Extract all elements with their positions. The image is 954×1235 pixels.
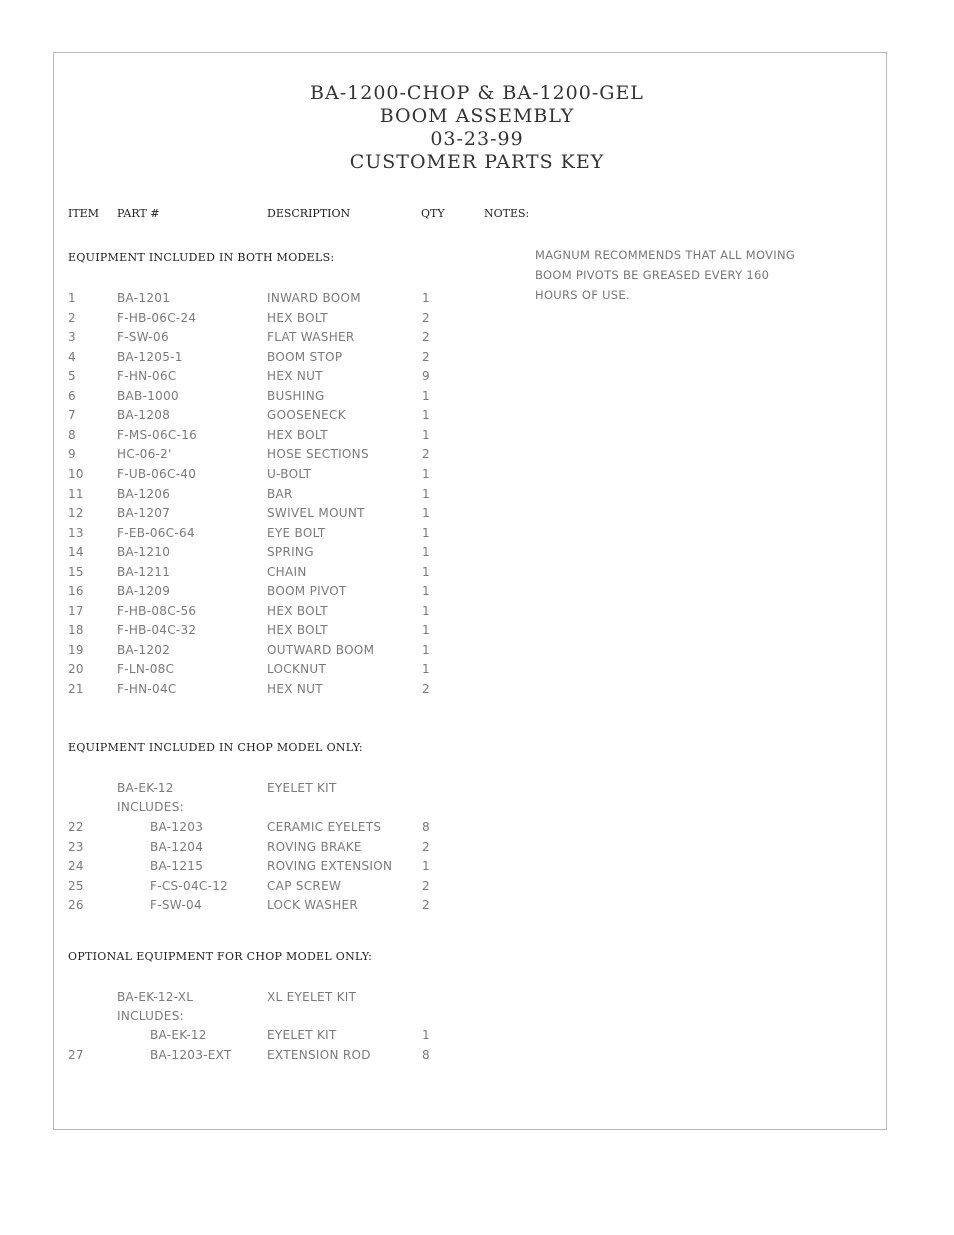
document-title <box>0 82 954 174</box>
table-row <box>0 446 954 466</box>
part-description: GOOSENECK <box>267 408 346 423</box>
part-description: HEX NUT <box>267 682 323 696</box>
part-quantity: 1 <box>422 291 430 305</box>
part-description: U-BOLT <box>267 466 312 481</box>
item-number: 5 <box>68 369 76 384</box>
part-number: F-EB-06C-64 <box>117 525 195 540</box>
optional-kit-includes: INCLUDES: <box>117 1009 184 1023</box>
part-description: INWARD BOOM <box>267 291 361 305</box>
item-number: 6 <box>68 388 76 403</box>
table-row <box>0 878 954 898</box>
item-number: 24 <box>68 859 84 873</box>
table-row <box>0 427 954 447</box>
table-row <box>0 1047 954 1067</box>
item-number: 9 <box>68 447 76 462</box>
part-number: F-HB-06C-24 <box>117 310 197 325</box>
part-number: BA-1208 <box>117 408 171 423</box>
item-number: 11 <box>68 486 84 501</box>
part-number: BA-1203-EXT <box>150 1047 232 1062</box>
part-description: BOOM PIVOT <box>267 584 347 599</box>
item-number: 2 <box>68 310 76 325</box>
part-number: F-HB-04C-32 <box>117 623 197 638</box>
part-quantity: 1 <box>422 642 430 657</box>
optional-kit-desc: XL EYELET KIT <box>267 990 357 1004</box>
table-row <box>0 661 954 681</box>
item-number: 7 <box>68 408 76 423</box>
optional-kit-part: BA-EK-12-XL <box>117 990 194 1004</box>
part-number: BA-1202 <box>117 642 171 657</box>
part-description: CAP SCREW <box>267 878 342 893</box>
part-description: ROVING EXTENSION <box>267 859 393 873</box>
part-description: BAR <box>267 486 293 501</box>
part-description: HEX BOLT <box>267 427 328 442</box>
part-description: BUSHING <box>267 388 325 403</box>
part-quantity: 1 <box>422 486 430 501</box>
chop-kit-part: BA-EK-12 <box>117 781 174 795</box>
chop-kit-includes: INCLUDES: <box>117 800 184 814</box>
item-number: 22 <box>68 820 84 834</box>
table-row <box>0 1027 954 1047</box>
table-row <box>0 368 954 388</box>
item-number: 23 <box>68 839 84 854</box>
part-number: BA-1209 <box>117 584 171 599</box>
table-row <box>0 858 954 878</box>
part-number: BA-1207 <box>117 506 171 521</box>
part-number: F-HN-06C <box>117 369 177 384</box>
part-description: FLAT WASHER <box>267 330 355 345</box>
table-row <box>0 603 954 623</box>
part-quantity: 2 <box>422 330 430 345</box>
notes-line-2: BOOM PIVOTS BE GREASED EVERY 160 <box>535 268 770 282</box>
part-description: CERAMIC EYELETS <box>267 820 382 834</box>
part-description: CHAIN <box>267 564 307 579</box>
part-description: HEX BOLT <box>267 310 328 325</box>
part-quantity: 9 <box>422 369 430 384</box>
item-number: 1 <box>68 291 76 305</box>
title-line-4: CUSTOMER PARTS KEY <box>349 151 605 173</box>
table-row <box>0 329 954 349</box>
optional-kit-includes-row <box>0 1008 954 1028</box>
part-quantity: 1 <box>422 427 430 442</box>
item-number: 15 <box>68 564 84 579</box>
part-quantity: 2 <box>422 898 430 912</box>
table-row <box>0 505 954 525</box>
table-row <box>0 525 954 545</box>
part-quantity: 1 <box>422 1028 430 1042</box>
item-number: 21 <box>68 682 84 696</box>
notes-line-1: MAGNUM RECOMMENDS THAT ALL MOVING <box>535 248 796 262</box>
table-row <box>0 310 954 330</box>
item-number: 19 <box>68 642 84 657</box>
part-number: F-HN-04C <box>117 682 177 696</box>
table-row <box>0 897 954 917</box>
item-number: 13 <box>68 525 84 540</box>
optional-kit-row <box>0 989 954 1009</box>
table-row <box>0 544 954 564</box>
table-row <box>0 407 954 427</box>
item-number: 16 <box>68 584 84 599</box>
part-quantity: 8 <box>422 820 430 834</box>
part-description: HEX NUT <box>267 369 323 384</box>
section-both-models: EQUIPMENT INCLUDED IN BOTH MODELS: <box>68 251 335 264</box>
part-quantity: 1 <box>422 388 430 403</box>
part-number: BA-1205-1 <box>117 349 183 364</box>
chop-kit-includes-row <box>0 799 954 819</box>
part-description: LOCK WASHER <box>267 898 359 912</box>
part-description: EYE BOLT <box>267 525 326 540</box>
notes-line-3: HOURS OF USE. <box>535 288 630 302</box>
table-row <box>0 290 954 310</box>
item-number: 18 <box>68 623 84 638</box>
part-number: HC-06-2' <box>117 447 172 462</box>
part-quantity: 2 <box>422 310 430 325</box>
part-description: BOOM STOP <box>267 349 343 364</box>
part-quantity: 1 <box>422 506 430 521</box>
table-row <box>0 819 954 839</box>
title-line-2: BOOM ASSEMBLY <box>379 105 575 127</box>
part-number: F-LN-08C <box>117 662 175 677</box>
part-number: F-SW-06 <box>117 330 169 345</box>
part-number: F-HB-08C-56 <box>117 603 197 618</box>
table-row <box>0 486 954 506</box>
part-description: SWIVEL MOUNT <box>267 506 365 521</box>
part-number: F-UB-06C-40 <box>117 466 197 481</box>
item-number: 27 <box>68 1047 84 1062</box>
header-part: PART # <box>117 207 160 220</box>
part-description: EYELET KIT <box>267 1028 337 1042</box>
part-quantity: 1 <box>422 408 430 423</box>
item-number: 26 <box>68 898 84 912</box>
part-quantity: 1 <box>422 662 430 677</box>
table-row <box>0 642 954 662</box>
chop-kit-row <box>0 780 954 800</box>
part-quantity: 1 <box>422 564 430 579</box>
part-description: ROVING BRAKE <box>267 839 362 854</box>
part-quantity: 1 <box>422 859 430 873</box>
part-quantity: 1 <box>422 545 430 560</box>
part-number: BAB-1000 <box>117 388 179 403</box>
part-quantity: 1 <box>422 603 430 618</box>
part-quantity: 2 <box>422 447 430 462</box>
part-quantity: 1 <box>422 623 430 638</box>
part-description: EXTENSION ROD <box>267 1047 371 1062</box>
part-number: F-MS-06C-16 <box>117 427 198 442</box>
item-number: 4 <box>68 349 76 364</box>
part-quantity: 8 <box>422 1047 430 1062</box>
part-description: SPRING <box>267 545 314 560</box>
item-number: 8 <box>68 427 76 442</box>
item-number: 25 <box>68 878 84 893</box>
table-row <box>0 388 954 408</box>
part-number: BA-EK-12 <box>150 1028 207 1042</box>
part-description: HEX BOLT <box>267 623 328 638</box>
table-row <box>0 583 954 603</box>
section-optional: OPTIONAL EQUIPMENT FOR CHOP MODEL ONLY: <box>68 950 373 963</box>
part-number: BA-1215 <box>150 859 204 873</box>
item-number: 12 <box>68 506 84 521</box>
table-row <box>0 681 954 701</box>
part-quantity: 1 <box>422 525 430 540</box>
table-row <box>0 622 954 642</box>
part-number: BA-1206 <box>117 486 171 501</box>
part-quantity: 2 <box>422 878 430 893</box>
section-chop-model: EQUIPMENT INCLUDED IN CHOP MODEL ONLY: <box>68 741 363 754</box>
part-number: F-CS-04C-12 <box>150 878 229 893</box>
title-line-3: 03-23-99 <box>430 128 524 150</box>
table-row <box>0 349 954 369</box>
part-description: HOSE SECTIONS <box>267 447 369 462</box>
header-notes: NOTES: <box>484 207 530 220</box>
part-number: BA-1204 <box>150 839 204 854</box>
table-row <box>0 466 954 486</box>
part-quantity: 1 <box>422 584 430 599</box>
item-number: 10 <box>68 466 84 481</box>
chop-kit-desc: EYELET KIT <box>267 781 337 795</box>
part-number: BA-1210 <box>117 545 171 560</box>
part-quantity: 1 <box>422 466 430 481</box>
header-qty: QTY <box>421 207 445 220</box>
table-row <box>0 564 954 584</box>
part-quantity: 2 <box>422 839 430 854</box>
part-description: OUTWARD BOOM <box>267 642 375 657</box>
title-line-1: BA-1200-CHOP & BA-1200-GEL <box>310 82 644 104</box>
item-number: 3 <box>68 330 76 345</box>
header-description: DESCRIPTION <box>267 207 351 220</box>
item-number: 14 <box>68 545 84 560</box>
part-description: HEX BOLT <box>267 603 328 618</box>
item-number: 17 <box>68 603 84 618</box>
part-quantity: 2 <box>422 682 430 696</box>
part-description: LOCKNUT <box>267 662 327 677</box>
part-number: BA-1211 <box>117 564 171 579</box>
part-number: BA-1203 <box>150 820 204 834</box>
part-number: F-SW-04 <box>150 898 202 912</box>
part-quantity: 2 <box>422 349 430 364</box>
header-item: ITEM <box>68 207 99 220</box>
item-number: 20 <box>68 662 84 677</box>
table-row <box>0 839 954 859</box>
part-number: BA-1201 <box>117 291 171 305</box>
